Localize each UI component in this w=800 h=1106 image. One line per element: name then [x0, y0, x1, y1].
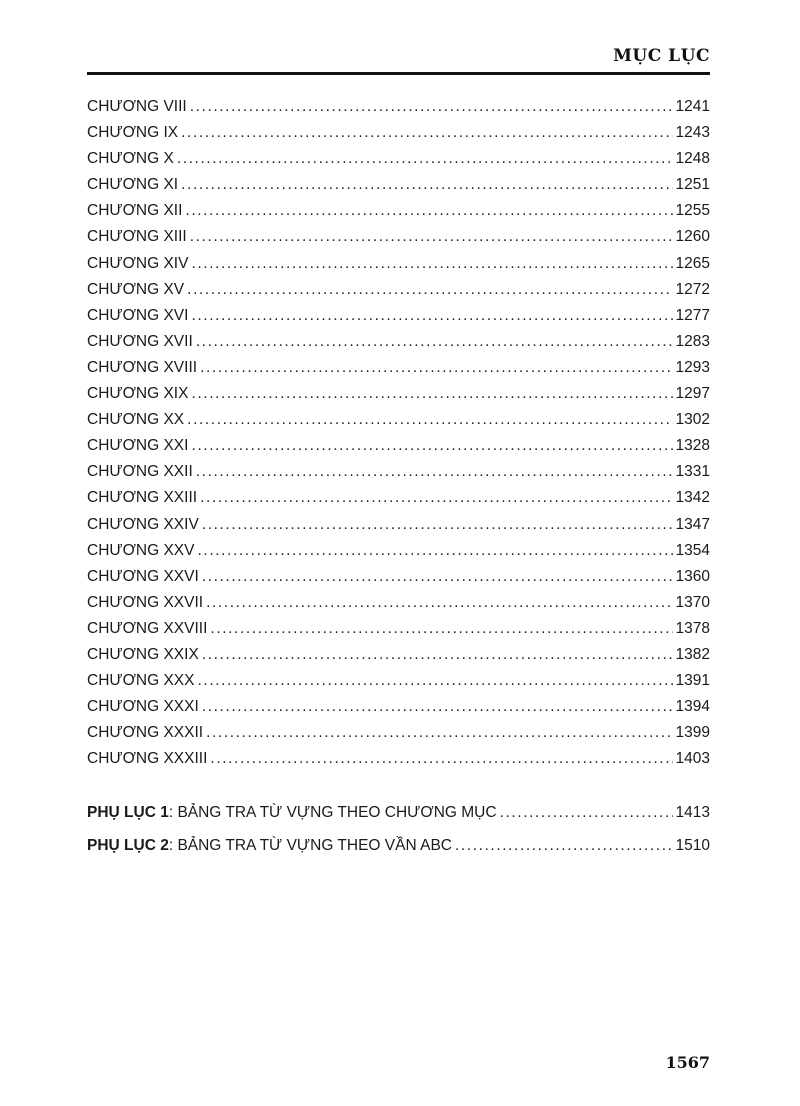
entry-label: CHƯƠNG XVIII	[87, 358, 198, 376]
page-header	[87, 44, 710, 75]
dot-leader	[196, 459, 673, 485]
toc-entry	[87, 277, 710, 303]
dot-leader	[500, 796, 673, 829]
entry-page-number: 1248	[675, 150, 710, 168]
dot-leader	[187, 277, 672, 303]
entry-page-number: 1241	[675, 98, 710, 115]
entry-page-number: 1328	[675, 437, 710, 455]
entry-label	[87, 796, 497, 829]
entry-label: CHƯƠNG XVI	[87, 306, 189, 324]
entry-page-number: 1265	[675, 254, 710, 272]
entry-label: CHƯƠNG XXI	[87, 437, 189, 455]
entry-page-number: 1297	[675, 385, 710, 403]
toc-entry	[87, 746, 710, 772]
dot-leader	[202, 694, 673, 720]
dot-leader	[200, 355, 672, 381]
entry-page-number: 1342	[675, 489, 710, 507]
toc-entry	[87, 198, 710, 224]
appendix-number: PHỤ LỤC 1	[87, 804, 169, 821]
appendix-number: PHỤ LỤC 2	[87, 837, 169, 854]
dot-leader	[191, 303, 672, 329]
entry-page-number: 1277	[675, 306, 710, 324]
entry-page-number: 1255	[675, 202, 710, 220]
toc-entry	[87, 224, 710, 250]
dot-leader	[191, 251, 672, 277]
dot-leader	[181, 172, 672, 198]
toc-entry	[87, 381, 710, 407]
entry-page-number: 1391	[675, 672, 710, 690]
entry-label: CHƯƠNG XV	[87, 280, 185, 298]
entry-page-number: 1394	[675, 698, 710, 716]
toc-entry	[87, 303, 710, 329]
dot-leader	[196, 329, 673, 355]
entry-label: CHƯƠNG XIV	[87, 254, 189, 272]
entry-label: CHƯƠNG XX	[87, 411, 185, 429]
entry-label: CHƯƠNG XXVIII	[87, 619, 208, 637]
toc-entry	[87, 694, 710, 720]
toc-entry	[87, 329, 710, 355]
dot-leader	[190, 224, 673, 250]
toc-entry	[87, 512, 710, 538]
toc-entry	[87, 642, 710, 668]
entry-label: CHƯƠNG XXVI	[87, 567, 199, 585]
entry-page-number: 1260	[675, 228, 710, 246]
dot-leader	[206, 720, 672, 746]
entry-label: CHƯƠNG XXX	[87, 672, 195, 690]
entry-label: CHƯƠNG XXXII	[87, 724, 204, 742]
entry-label: CHƯƠNG XXV	[87, 541, 195, 559]
toc-entry	[87, 433, 710, 459]
appendix-title: : BẢNG TRA TỪ VỰNG THEO VẦN ABC	[168, 837, 452, 854]
entry-page-number: 1293	[675, 358, 710, 376]
entry-page-number: 1283	[675, 332, 710, 350]
entry-label: CHƯƠNG XIX	[87, 385, 189, 403]
entry-label: CHƯƠNG X	[87, 150, 174, 168]
entry-page-number: 1272	[675, 280, 710, 298]
dot-leader	[202, 642, 673, 668]
table-of-contents	[87, 94, 710, 772]
dot-leader	[191, 433, 672, 459]
entry-label: CHƯƠNG XIII	[87, 228, 187, 246]
entry-label: CHƯƠNG XXVII	[87, 593, 204, 611]
dot-leader	[181, 120, 672, 146]
toc-entry	[87, 564, 710, 590]
appendix-title: : BẢNG TRA TỪ VỰNG THEO CHƯƠNG MỤC	[168, 804, 497, 821]
entry-page-number: 1382	[675, 645, 710, 663]
entry-label: CHƯƠNG XXXIII	[87, 750, 208, 768]
dot-leader	[202, 512, 673, 538]
entry-page-number: 1413	[675, 804, 710, 821]
entry-label: CHƯƠNG XII	[87, 202, 183, 220]
entry-page-number: 1302	[675, 411, 710, 429]
entry-label: CHƯƠNG XVII	[87, 332, 193, 350]
appendix-list	[87, 796, 710, 862]
entry-page-number: 1399	[675, 724, 710, 742]
toc-entry	[87, 538, 710, 564]
toc-entry	[87, 251, 710, 277]
entry-label: CHƯƠNG IX	[87, 124, 179, 142]
entry-page-number: 1243	[675, 124, 710, 142]
dot-leader	[206, 590, 672, 616]
entry-label: CHƯƠNG XXII	[87, 463, 193, 481]
toc-entry	[87, 172, 710, 198]
page-number: 1567	[665, 1053, 710, 1072]
toc-entry	[87, 407, 710, 433]
dot-leader	[210, 746, 672, 772]
toc-entry	[87, 459, 710, 485]
entry-page-number: 1378	[675, 619, 710, 637]
dot-leader	[185, 198, 672, 224]
toc-entry	[87, 590, 710, 616]
dot-leader	[455, 829, 673, 862]
entry-page-number: 1360	[675, 567, 710, 585]
entry-page-number: 1354	[675, 541, 710, 559]
entry-label: CHƯƠNG XXIV	[87, 515, 199, 533]
dot-leader	[200, 485, 672, 511]
entry-label: CHƯƠNG XXIII	[87, 489, 198, 507]
dot-leader	[198, 538, 673, 564]
toc-entry	[87, 355, 710, 381]
toc-entry	[87, 120, 710, 146]
entry-label: CHƯƠNG XXXI	[87, 698, 199, 716]
dot-leader	[202, 564, 673, 590]
appendix-entry	[87, 796, 710, 829]
toc-entry	[87, 616, 710, 642]
entry-page-number: 1347	[675, 515, 710, 533]
dot-leader	[187, 407, 672, 433]
appendix-entry	[87, 829, 710, 862]
entry-page-number: 1403	[675, 750, 710, 768]
entry-page-number: 1370	[675, 593, 710, 611]
toc-entry	[87, 720, 710, 746]
dot-leader	[198, 668, 673, 694]
entry-label: CHƯƠNG VIII	[87, 98, 187, 115]
toc-entry	[87, 668, 710, 694]
toc-entry	[87, 485, 710, 511]
entry-label: CHƯƠNG XXIX	[87, 645, 199, 663]
dot-leader	[210, 616, 672, 642]
entry-page-number: 1331	[675, 463, 710, 481]
header-title: MỤC LỤC	[613, 46, 710, 66]
entry-page-number: 1251	[675, 176, 710, 194]
dot-leader	[177, 146, 673, 172]
entry-label	[87, 829, 452, 862]
toc-entry	[87, 94, 710, 120]
dot-leader	[190, 94, 673, 120]
dot-leader	[191, 381, 672, 407]
entry-page-number: 1510	[675, 837, 710, 854]
toc-entry	[87, 146, 710, 172]
entry-label: CHƯƠNG XI	[87, 176, 179, 194]
